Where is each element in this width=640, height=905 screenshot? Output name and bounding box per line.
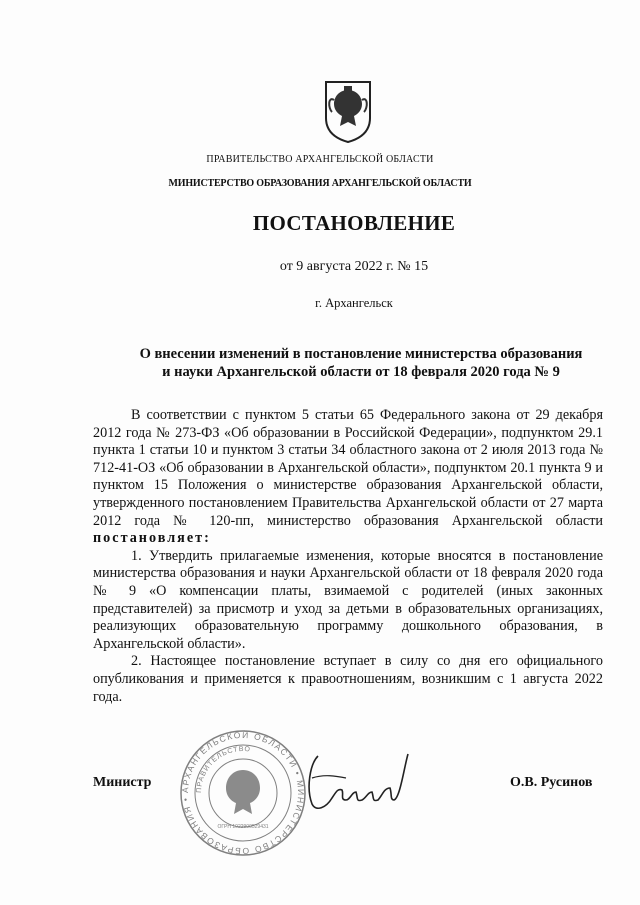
seal-outer-text: АРХАНГЕЛЬСКОЙ ОБЛАСТИ • МИНИСТЕРСТВО ОБРАЗОВАНИЯ • — [179, 729, 307, 857]
item-1-paragraph: 1. Утвердить прилагаемые изменения, которые вносятся в постановление министерства образования и науки Архангельской области от 18 февраля 2020 года № 9 «О компенсации платы, взимаемой с родителей (иных законных представителей) за присмотр и уход за детьми в образовательных организациях, реализующих образовательную программу дошкольного образования, в Архангельской области». — [93, 547, 603, 652]
decree-word: постановляет: — [93, 530, 211, 547]
document-subject — [96, 345, 626, 381]
subject-line-2: и науки Архангельской области от 18 февраля 2020 года № 9 — [162, 364, 560, 380]
signatory-position: Министр — [93, 775, 152, 790]
official-seal-icon — [178, 728, 308, 858]
ministry-title: МИНИСТЕРСТВО ОБРАЗОВАНИЯ АРХАНГЕЛЬСКОЙ ОБЛАСТИ — [168, 178, 472, 189]
document-date-number: от 9 августа 2022 г. № 15 — [279, 259, 429, 274]
coat-of-arms-icon — [320, 78, 376, 144]
signatory-name: О.В. Русинов — [510, 775, 593, 790]
seal-inner-text: ПРАВИТЕЛЬСТВО — [195, 745, 252, 794]
subject-line-1: О внесении изменений в постановление министерства образования — [139, 346, 583, 362]
preamble-text: В соответствии с пунктом 5 статьи 65 Федерального закона от 29 декабря 2012 года № 273-ФЗ «Об образовании в Российской Федерации», подпунктом 29.1 пункта 1 статьи 10 и пунктом 3 статьи 34 областного закона от 2 июля 2013 года № 712-41-ОЗ «Об образовании в Архангельской области», подпунктом 20.1 пункта 9 и пунктом 15 Положения о министерстве образования Архангельской области, утвержденного постановлением Правительства Архангельской области от 27 марта 2012 года № 120-пп, министерство образования Архангельской области — [93, 407, 603, 529]
preamble-paragraph — [93, 407, 603, 548]
handwritten-signature-icon — [296, 748, 416, 818]
seal-ogrn: ОГРН 1022900529431 — [217, 824, 269, 830]
document-type: ПОСТАНОВЛЕНИЕ — [252, 211, 456, 235]
document-body — [93, 407, 603, 706]
document-city: г. Архангельск — [315, 296, 393, 310]
item-2-paragraph: 2. Настоящее постановление вступает в силу со дня его официального опубликования и применяется к правоотношениям, возникшим с 1 августа 2022 года. — [93, 653, 603, 705]
government-title: ПРАВИТЕЛЬСТВО АРХАНГЕЛЬСКОЙ ОБЛАСТИ — [206, 154, 434, 165]
